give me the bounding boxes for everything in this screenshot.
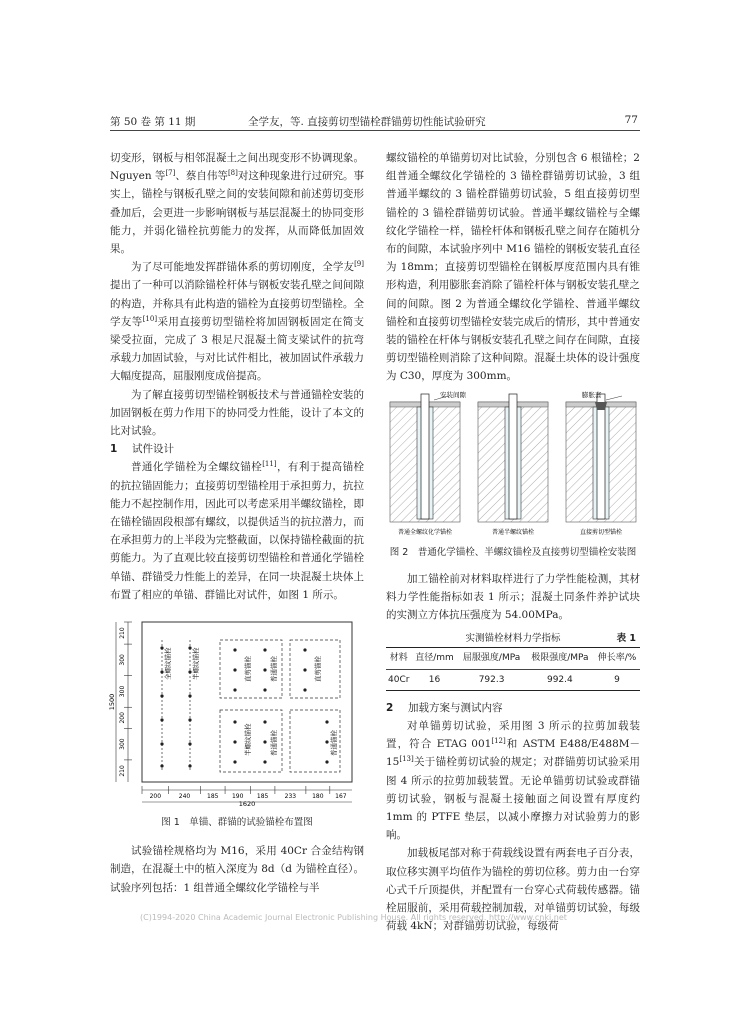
article-title-header: 全学友，等. 直接剪切型锚栓群锚剪切性能试验研究 <box>248 116 486 128</box>
figure-1-caption: 图 1 单锚、群锚的试验锚栓布置图 <box>161 817 313 829</box>
fig1-label: 直剪锚栓 <box>314 656 322 683</box>
dim-horizontal: 185 <box>207 793 219 801</box>
right-column <box>386 149 640 936</box>
fig1-label: 直剪锚栓 <box>244 656 252 683</box>
paragraph: 切变形，钢板与相邻混凝土之间出现变形不协调现象。Nguyen 等[7]、蔡自伟等[8]对这种现象进行过研究。事实上，锚栓与钢板孔壁之间的安装间隙和前述剪切变形叠加后，会更进一步影响钢板与基层混凝土的协同变形能力，并弱化锚栓抗剪能力的发挥，从而降低加固效果。 <box>110 152 365 256</box>
material-properties-table <box>386 647 640 690</box>
paragraph: 为了解直接剪切型锚栓钢板技术与普通锚栓安装的加固钢板在剪力作用下的协同受力性能，设计了本文的比对试验。 <box>110 388 364 438</box>
anchor-layout-drawing <box>110 610 364 810</box>
fig1-label: 普通锚栓 <box>270 730 278 757</box>
dim-total-vertical: 1500 <box>108 693 116 711</box>
left-column <box>110 149 364 897</box>
sleeve-label: 膨胀套 <box>582 390 602 399</box>
fig1-label: 普通锚栓 <box>330 730 338 757</box>
figure-1 <box>110 610 364 810</box>
table-1-number: 表 1 <box>616 633 636 645</box>
fig1-label: 半螺纹锚栓 <box>244 723 252 757</box>
paragraph: 对单锚剪切试验，采用图 3 所示的拉剪加载装置，符合 ETAG 001[12]和 ASTM E488/E488M－15[13]关于锚栓剪切试验的规定；对群锚剪切试验采用图 4 所示的拉剪加载装置。无论单锚剪切试验或群锚剪切试验，钢板与混凝土接触面之间设置有厚度约 1mm 的 PTFE 垫层，以减小摩擦力对试验剪力的影响。 <box>386 720 640 842</box>
dim-vertical: 210 <box>119 627 126 639</box>
figure-2 <box>386 392 640 542</box>
paragraph: 试验锚栓规格均为 M16，采用 40Cr 合金结构钢制造，在混凝土中的植入深度为 8d（d 为锚栓直径）。试验序列包括：1 组普通全螺纹化学锚栓与半 <box>110 845 364 894</box>
paragraph: 普通化学锚栓为全螺纹锚栓[11]，有利于提高锚栓的抗拉锚固能力；直接剪切型锚栓用于承担剪力，抗拉能力不起控制作用，因此可以考虑采用半螺纹锚栓，即在锚栓锚固段根部有螺纹，以提供适当的抗拉潜力，而在承担剪力的上半段为完整截面，以保持锚栓截面的抗剪能力。为了直观比较直接剪切型锚栓和普通化学锚栓单锚、群锚受力性能上的差异，在同一块混凝土块体上布置了相应的单锚、群锚比对试件，如图 1 所示。 <box>110 460 365 601</box>
fig1-label: 全螺纹锚栓 <box>164 647 172 681</box>
fig2-sublabel: 普通全螺纹化学锚栓 <box>397 528 453 536</box>
gap-label: 安装间隙 <box>440 390 466 399</box>
dim-horizontal: 240 <box>178 793 191 801</box>
fig1-label: 半螺纹锚栓 <box>192 647 200 681</box>
section-heading: 2 加载方案与测试内容 <box>386 701 503 714</box>
table-header-row: 材料 直径/mm 屈服强度/MPa 极限强度/MPa 伸长率/% <box>386 648 640 669</box>
running-header <box>110 112 640 131</box>
fig2-sublabel: 普通半螺纹锚栓 <box>491 528 535 536</box>
dim-horizontal: 167 <box>335 793 347 801</box>
fig2-sublabel: 直接剪切型锚栓 <box>579 528 623 536</box>
paragraph: 螺纹锚栓的单锚剪切对比试验，分别包含 6 根锚栓；2 组普通全螺纹化学锚栓的 3 锚栓群锚剪切试验，3 组普通半螺纹的 3 锚栓群锚剪切试验，5 组直接剪切型锚栓的 3 锚栓群锚剪切试验。普通半螺纹锚栓与全螺纹化学锚栓一样，锚栓杆体和钢板孔壁之间存在随机分布的间隙，本试验序列中 M16 锚栓的钢板安装孔直径为 18mm；直接剪切型锚栓在钢板厚度范围内具有锥形构造，利用膨胀套消除了锚栓杆体与钢板安装孔壁之间的间隙。图 2 为普通全螺纹化学锚栓、普通半螺纹锚栓和直接剪切型锚栓安装完成后的情形，其中普通安装的锚栓在杆体与钢板安装孔孔壁之间存在间隙，直接剪切型锚栓则消除了这种间隙。混凝土块体的设计强度为 C30，厚度为 300mm。 <box>386 152 640 383</box>
journal-volume: 第 50 卷 第 11 期 <box>110 116 196 128</box>
dim-vertical: 300 <box>119 654 126 666</box>
copyright-watermark: (C)1994-2020 China Academic Journal Electronic Publishing House. All rights reserved. http://www.cnki.net <box>140 913 567 922</box>
dim-vertical: 200 <box>119 712 126 724</box>
dim-vertical: 300 <box>119 738 126 750</box>
concrete-slab <box>142 622 352 782</box>
table-row: 40Cr 16 792.3 992.4 9 <box>386 669 640 690</box>
page-number: 77 <box>624 114 638 126</box>
dim-vertical: 300 <box>119 685 126 698</box>
table-1 <box>386 630 640 690</box>
dim-horizontal: 180 <box>312 793 324 801</box>
section-heading: 1 试件设计 <box>110 443 174 456</box>
paragraph: 加载板尾部对称于荷载线设置有两套电子百分表，取位移实测平均值作为锚栓的剪切位移。剪力由一台穿心式千斤顶提供，并配置有一台穿心式荷载传感器。锚栓屈服前，采用荷载控制加载，对单锚剪切试验，每级荷载 4kN；对群锚剪切试验，每级荷 <box>386 847 640 933</box>
dim-horizontal: 190 <box>231 793 244 801</box>
installation-drawing <box>386 392 640 542</box>
dim-horizontal: 185 <box>256 793 269 801</box>
table-1-title: 实测锚栓材料力学指标 <box>465 633 561 645</box>
dim-horizontal: 233 <box>284 793 297 801</box>
dim-horizontal: 200 <box>149 793 162 801</box>
dim-vertical: 210 <box>119 765 126 777</box>
paragraph: 加工锚栓前对材料取样进行了力学性能检测，其材料力学性能指标如表 1 所示；混凝土同条件养护试块的实测立方体抗压强度为 54.00MPa。 <box>386 572 640 622</box>
paragraph: 为了尽可能地发挥群锚体系的剪切刚度，全学友[9]提出了一种可以消除锚栓杆体与钢板安装孔壁之间间隙的构造，并称具有此构造的锚栓为直接剪切型锚栓。全学友等[10]采用直接剪切型锚栓将加固钢板固定在简支梁受拉面，完成了 3 根足尺混凝土简支梁试件的抗弯承载力加固试验，与对比试件相比，被加固试件承载力大幅度提高，屈服刚度成倍提高。 <box>110 260 365 383</box>
figure-2-caption: 图 2 普通化学锚栓、半螺纹锚栓及直接剪切型锚栓安装图 <box>389 546 637 558</box>
dim-total-horizontal: 1620 <box>238 800 256 809</box>
fig1-label: 普通锚栓 <box>270 656 278 683</box>
